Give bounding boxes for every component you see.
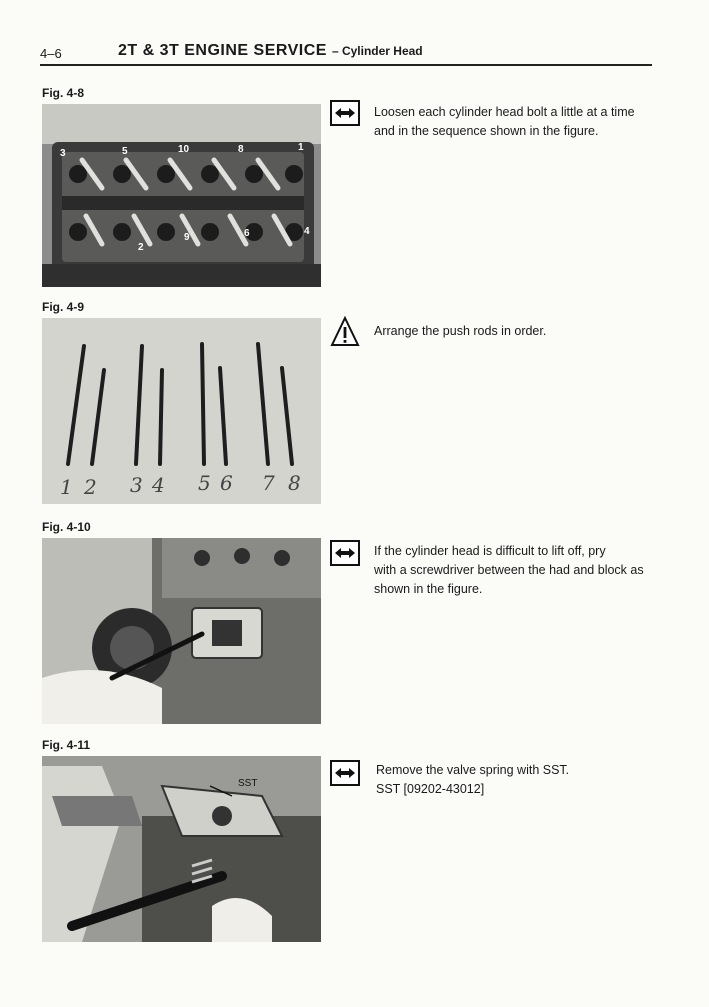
sst-callout: SST <box>238 778 258 789</box>
bolt-callout-2: 2 <box>138 242 144 253</box>
instruction-line: with a screwdriver between the had and block as <box>374 563 644 577</box>
page-number: 4–6 <box>40 46 62 61</box>
page-title <box>118 42 423 60</box>
photo-push-rods <box>42 318 321 504</box>
rod-number-7: 7 <box>262 471 275 495</box>
warning-triangle-icon <box>330 316 360 348</box>
instruction-4-8 <box>374 103 654 141</box>
figure-label-4-10: Fig. 4-10 <box>42 520 91 534</box>
rod-number-4: 4 <box>152 473 165 497</box>
bolt-callout-9: 9 <box>184 232 190 243</box>
instruction-line: SST [09202-43012] <box>376 782 485 796</box>
rod-number-2: 2 <box>84 475 97 499</box>
instruction-line: Arrange the push rods in order. <box>374 324 547 338</box>
figure-label-4-9: Fig. 4-9 <box>42 300 85 314</box>
arrows-icon <box>330 540 360 566</box>
photo-valve-spring-sst <box>42 756 321 942</box>
arrows-icon <box>330 100 360 126</box>
figure-label-4-8: Fig. 4-8 <box>42 86 85 100</box>
bolt-callout-10: 10 <box>178 144 190 155</box>
photo-cylinder-head-bolts <box>42 104 321 287</box>
bolt-callout-8: 8 <box>238 144 244 155</box>
rod-number-1: 1 <box>60 475 73 499</box>
rod-number-5: 5 <box>198 471 211 495</box>
photo-pry-cylinder-head <box>42 538 321 724</box>
page-header <box>40 42 652 64</box>
instruction-line: Remove the valve spring with SST. <box>376 763 570 777</box>
figure-label-4-11: Fig. 4-11 <box>42 738 91 752</box>
instruction-line: shown in the figure. <box>374 582 483 596</box>
title-text: 2T & 3T ENGINE SERVICE <box>118 42 327 59</box>
bolt-callout-1: 1 <box>298 142 304 153</box>
instruction-4-11 <box>376 761 656 799</box>
instruction-4-10 <box>374 542 656 599</box>
arrows-icon <box>330 760 360 786</box>
bolt-callout-6: 6 <box>244 228 250 239</box>
instruction-line: Loosen each cylinder head bolt a little at a time <box>374 105 635 119</box>
rod-number-3: 3 <box>130 473 143 497</box>
instruction-line: If the cylinder head is difficult to lift off, pry <box>374 544 606 558</box>
page-subtitle: – Cylinder Head <box>331 44 423 58</box>
bolt-callout-3: 3 <box>60 148 66 159</box>
header-rule <box>40 64 652 66</box>
bolt-callout-4: 4 <box>304 226 310 237</box>
rod-number-6: 6 <box>220 471 233 495</box>
instruction-4-9 <box>374 322 654 341</box>
rod-number-8: 8 <box>288 471 301 495</box>
instruction-line: and in the sequence shown in the figure. <box>374 124 599 138</box>
bolt-callout-5: 5 <box>122 146 128 157</box>
